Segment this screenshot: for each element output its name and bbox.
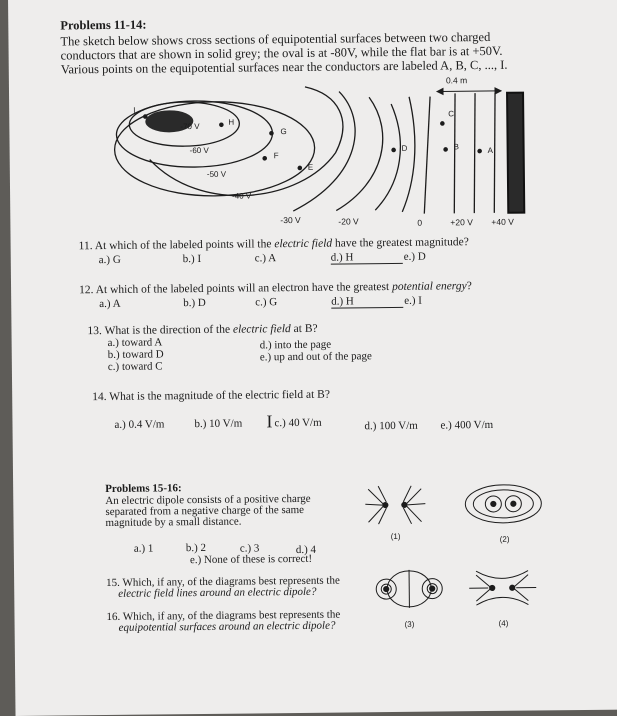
equipotential-curve-10a <box>374 104 401 210</box>
q14-option-e[interactable]: e.) 400 V/m <box>440 419 493 432</box>
q13-text: 13. What is the direction of the electric field at B? <box>87 323 317 337</box>
q11-option-e[interactable]: e.) D <box>404 251 426 263</box>
problems-15-16-heading: Problems 15-16: <box>105 482 182 495</box>
point-label-A: A <box>488 146 493 155</box>
q13-option-e[interactable]: e.) up and out of the page <box>260 350 372 363</box>
scale-arrow-left-head <box>437 88 443 94</box>
q13-option-a[interactable]: a.) toward A <box>108 336 163 349</box>
q11-option-a[interactable]: a.) G <box>99 254 121 266</box>
p15-option-c[interactable]: c.) 3 <box>240 542 260 554</box>
intro-line-3: Various points on the equipotential surfaces near the conductors are labeled A, B, C, ..., I. <box>61 58 508 77</box>
p15-option-d[interactable]: d.) 4 <box>296 544 316 556</box>
q14-option-d[interactable]: d.) 100 V/m <box>364 420 417 433</box>
label-minus-70: -70 V <box>180 122 199 131</box>
point-B-dot <box>443 147 448 152</box>
label-minus-60: -60 V <box>190 146 209 155</box>
point-label-D: D <box>402 144 408 153</box>
equipotential-curve-20 <box>335 97 383 210</box>
equipotential-curve-40 <box>149 87 344 197</box>
scale-arrow-right-head <box>495 88 501 94</box>
problems-11-14-heading: Problems 11-14: <box>60 18 146 34</box>
dipole-intro-line-3: magnitude by a small distance. <box>105 516 241 529</box>
q14-text: 14. What is the magnitude of the electric field at B? <box>92 389 330 403</box>
q13-option-b[interactable]: b.) toward D <box>108 348 164 361</box>
scale-arrow <box>441 91 497 92</box>
diagram-label-4: (4) <box>499 619 509 628</box>
point-D-dot <box>391 148 396 153</box>
point-label-E: E <box>308 163 313 172</box>
point-F-dot <box>262 156 267 161</box>
worksheet-page <box>8 0 617 716</box>
dipole-diagram-2 <box>465 484 541 523</box>
point-label-C: C <box>448 109 454 118</box>
diagram-label-2: (2) <box>500 535 510 544</box>
point-label-H: H <box>228 118 234 127</box>
q12-option-a[interactable]: a.) A <box>99 298 121 310</box>
p15-option-b[interactable]: b.) 2 <box>186 542 206 554</box>
point-label-G: G <box>280 127 286 136</box>
point-label-I: I <box>133 106 135 115</box>
label-plus-40: +40 V <box>491 217 514 227</box>
equipotential-line-40 <box>493 93 496 213</box>
equipotential-line-0 <box>423 97 431 214</box>
equipotential-line-20b <box>473 93 476 213</box>
q11-option-c[interactable]: c.) A <box>255 252 277 264</box>
dipole-intro-line-1: An electric dipole consists of a positive charge <box>105 493 310 507</box>
p15-option-e[interactable]: e.) None of these is correct! <box>190 553 312 566</box>
q15-text-line-1: 15. Which, if any, of the diagrams best represents the <box>106 575 340 589</box>
label-minus-40: -40 V <box>232 191 251 200</box>
dipole-diagram-4 <box>469 571 536 606</box>
equipotential-curve-10b <box>401 97 415 212</box>
point-H-dot <box>219 122 224 127</box>
point-label-F: F <box>274 151 279 160</box>
q15-text-line-2: electric field lines around an electric dipole? <box>118 586 316 600</box>
point-label-B: B <box>454 142 459 151</box>
label-minus-20: -20 V <box>338 216 358 226</box>
q12-option-d[interactable]: d.) H <box>331 295 403 309</box>
p15-option-a[interactable]: a.) 1 <box>134 543 154 555</box>
point-E-dot <box>297 166 302 171</box>
label-minus-50: -50 V <box>207 170 226 179</box>
q16-text-line-1: 16. Which, if any, of the diagrams best represents the <box>106 609 340 623</box>
scale-label: 0.4 m <box>446 75 467 85</box>
label-minus-30: -30 V <box>280 215 300 225</box>
point-A-dot <box>477 149 482 154</box>
q11-text: 11. At which of the labeled points will the electric field have the greatest magnitude? <box>79 236 469 252</box>
text-cursor-icon: I <box>266 411 272 432</box>
q14-option-b[interactable]: b.) 10 V/m <box>194 418 242 430</box>
label-zero: 0 <box>417 218 422 228</box>
q16-text-line-2: equipotential surfaces around an electric dipole? <box>119 620 336 634</box>
diagram-label-1: (1) <box>391 532 401 541</box>
diagram-label-3: (3) <box>405 620 415 629</box>
point-G-dot <box>269 131 274 136</box>
q14-option-a[interactable]: a.) 0.4 V/m <box>114 418 164 431</box>
q12-option-c[interactable]: c.) G <box>255 296 277 308</box>
label-plus-20: +20 V <box>450 217 473 227</box>
q14-option-c[interactable]: c.) 40 V/m <box>274 417 321 429</box>
q13-option-c[interactable]: c.) toward C <box>108 360 163 373</box>
equipotential-curve-30 <box>292 91 356 211</box>
q12-option-e[interactable]: e.) I <box>404 295 422 307</box>
intro-line-1: The sketch below shows cross sections of equipotential surfaces between two charged <box>60 30 490 49</box>
q11-option-b[interactable]: b.) I <box>183 253 201 265</box>
dipole-intro-line-2: separated from a negative charge of the same <box>105 504 304 518</box>
flat-bar-conductor <box>507 93 524 213</box>
point-C-dot <box>440 121 445 126</box>
q11-option-d[interactable]: d.) H <box>331 251 403 265</box>
q12-option-b[interactable]: b.) D <box>183 297 206 309</box>
q12-text: 12. At which of the labeled points will an electron have the greatest potential energy? <box>79 280 472 296</box>
q13-option-d[interactable]: d.) into the page <box>260 339 332 352</box>
equipotential-oval-60 <box>116 100 273 168</box>
intro-line-2: conductors that are shown in solid grey; the oval is at -80V, while the flat bar is at +50V. <box>61 44 503 63</box>
dipole-diagram-3 <box>376 569 442 608</box>
dipole-diagram-1 <box>365 486 425 525</box>
